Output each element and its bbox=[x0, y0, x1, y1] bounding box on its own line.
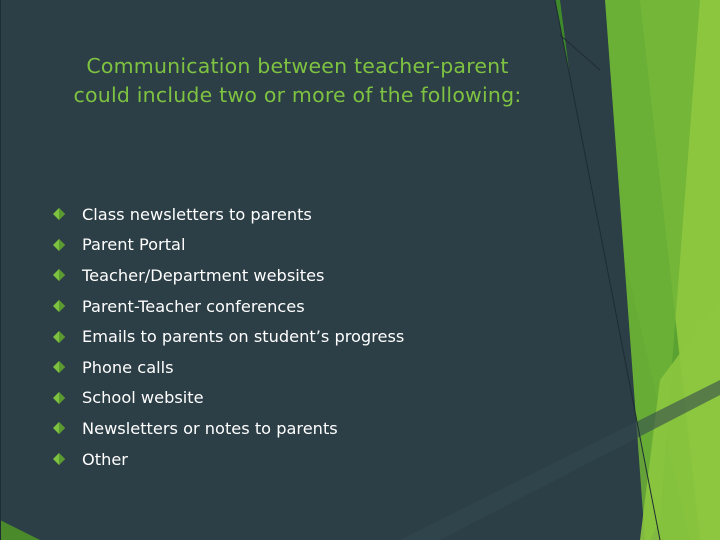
slide-title-line-1: Communication between teacher-parent bbox=[86, 54, 509, 78]
bullet-item bbox=[52, 260, 404, 291]
diamond-arrow-bullet-icon bbox=[52, 391, 66, 405]
bullet-item bbox=[52, 413, 404, 444]
bullet-item bbox=[52, 352, 404, 383]
facet-bottom-left bbox=[0, 520, 40, 540]
bullet-text: Class newsletters to parents bbox=[82, 204, 312, 224]
diamond-arrow-bullet-icon bbox=[52, 330, 66, 344]
bullet-text: Emails to parents on student’s progress bbox=[82, 327, 405, 347]
diamond-arrow-bullet-icon bbox=[52, 299, 66, 313]
bullet-text: Teacher/Department websites bbox=[82, 265, 325, 285]
slide-title-line-2: could include two or more of the following: bbox=[73, 83, 522, 107]
bullet-item bbox=[52, 291, 404, 322]
slide-title bbox=[40, 52, 555, 110]
diamond-arrow-bullet-icon bbox=[52, 238, 66, 252]
diamond-arrow-bullet-icon bbox=[52, 268, 66, 282]
bullet-item bbox=[52, 383, 404, 414]
bullet-item bbox=[52, 199, 404, 230]
bullet-item bbox=[52, 444, 404, 475]
diamond-arrow-bullet-icon bbox=[52, 421, 66, 435]
diamond-arrow-bullet-icon bbox=[52, 360, 66, 374]
bullet-text: Phone calls bbox=[82, 357, 174, 377]
bullet-list bbox=[52, 199, 404, 474]
diamond-arrow-bullet-icon bbox=[52, 207, 66, 221]
bullet-item bbox=[52, 230, 404, 261]
bullet-text: School website bbox=[82, 388, 204, 408]
bullet-text: Newsletters or notes to parents bbox=[82, 418, 338, 438]
diamond-arrow-bullet-icon bbox=[52, 452, 66, 466]
bullet-text: Parent Portal bbox=[82, 235, 186, 255]
bullet-text: Other bbox=[82, 449, 128, 469]
bullet-item bbox=[52, 321, 404, 352]
bullet-text: Parent-Teacher conferences bbox=[82, 296, 305, 316]
